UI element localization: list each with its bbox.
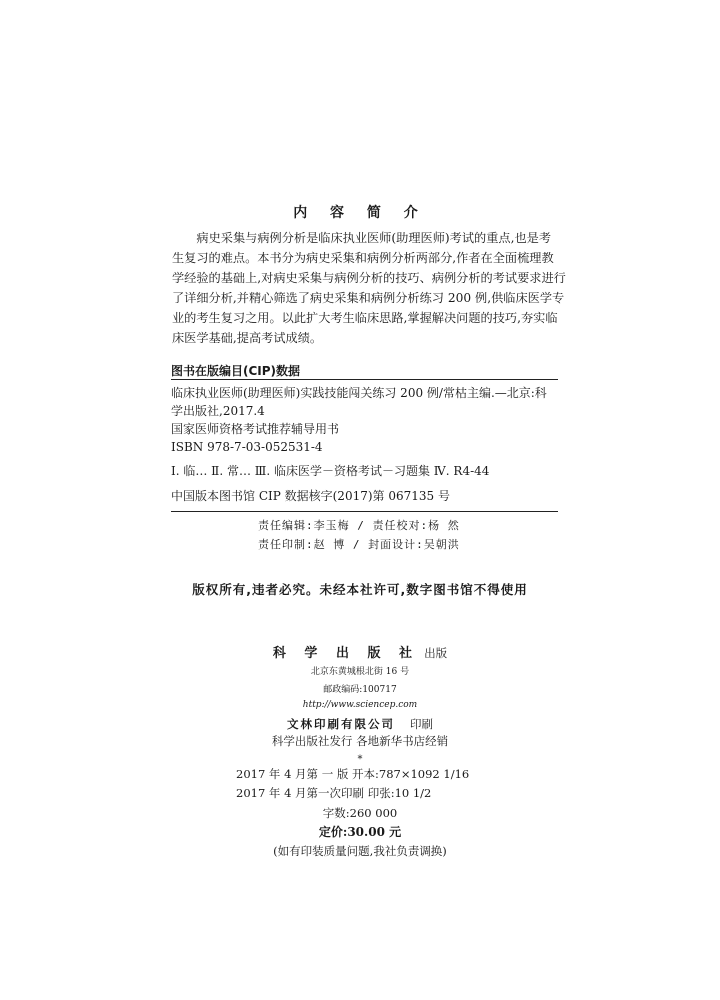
cip-bottom-rule [171,511,558,512]
word-count: 字数:260 000 [322,806,398,820]
summary-line: 学经验的基础上,对病史采集与病例分析的技巧、病例分析的考试要求进行 [172,271,566,285]
publisher-url: http://www.sciencep.com [302,700,418,710]
summary-line: 了详细分析,并精心筛选了病史采集和病例分析练习 200 例,供临床医学专 [172,291,565,305]
edition-line: 2017 年 4 月第 一 版 开本:787×1092 1/16 [236,767,470,781]
publisher-postcode: 邮政编码:100717 [323,685,397,695]
summary-line: 业的考生复习之用。以此扩大考生临床思路,掌握解决问题的技巧,夯实临 [172,311,558,325]
cip-library-number: 中国版本图书馆 CIP 数据核字(2017)第 067135 号 [171,489,450,503]
quality-note: (如有印装质量问题,我社负责调换) [273,844,447,858]
printer-action: 印刷 [410,717,434,731]
summary-line: 床医学基础,提高考试成绩。 [172,331,323,345]
editor-credits: 责任编辑:李玉梅 / 责任校对:杨 然 [258,519,460,532]
price: 定价:30.00 元 [318,825,402,839]
page-title: 内 容 简 介 [293,205,427,221]
printer-line [0,713,720,732]
distribution-line: 科学出版社发行 各地新华书店经销 [271,734,449,748]
cip-isbn: ISBN 978-7-03-052531-4 [171,440,323,454]
separator-star: * [357,754,363,765]
publisher-line [0,642,720,661]
publisher-name: 科 学 出 版 社 [272,646,419,661]
printer-name: 文林印刷有限公司 [286,717,395,731]
cip-title-line: 临床执业医师(助理医师)实践技能闯关练习 200 例/常枯主编.—北京:科 [171,386,547,400]
summary-section [172,228,566,348]
summary-line: 病史采集与病例分析是临床执业医师(助理医师)考试的重点,也是考 [196,231,552,245]
cip-classification: Ⅰ. 临… Ⅱ. 常… Ⅲ. 临床医学－资格考试－习题集 Ⅳ. R4-44 [171,464,490,478]
copyright-notice: 版权所有,违者必究。未经本社许可,数字图书馆不得使用 [192,582,528,597]
publisher-action: 出版 [424,646,448,660]
production-credits: 责任印制:赵 博 / 封面设计:吴朝洪 [258,538,460,551]
cip-title-line: 学出版社,2017.4 [171,404,265,418]
cip-top-rule [171,379,558,380]
cip-heading: 图书在版编目(CIP)数据 [171,364,301,378]
printing-line: 2017 年 4 月第一次印刷 印张:10 1/2 [236,786,432,800]
publisher-address: 北京东黄城根北街 16 号 [310,667,410,677]
cip-block [171,384,556,456]
cip-series: 国家医师资格考试推荐辅导用书 [171,422,340,436]
summary-line: 生复习的难点。本书分为病史采集和病例分析两部分,作者在全面梳理教 [172,251,554,265]
